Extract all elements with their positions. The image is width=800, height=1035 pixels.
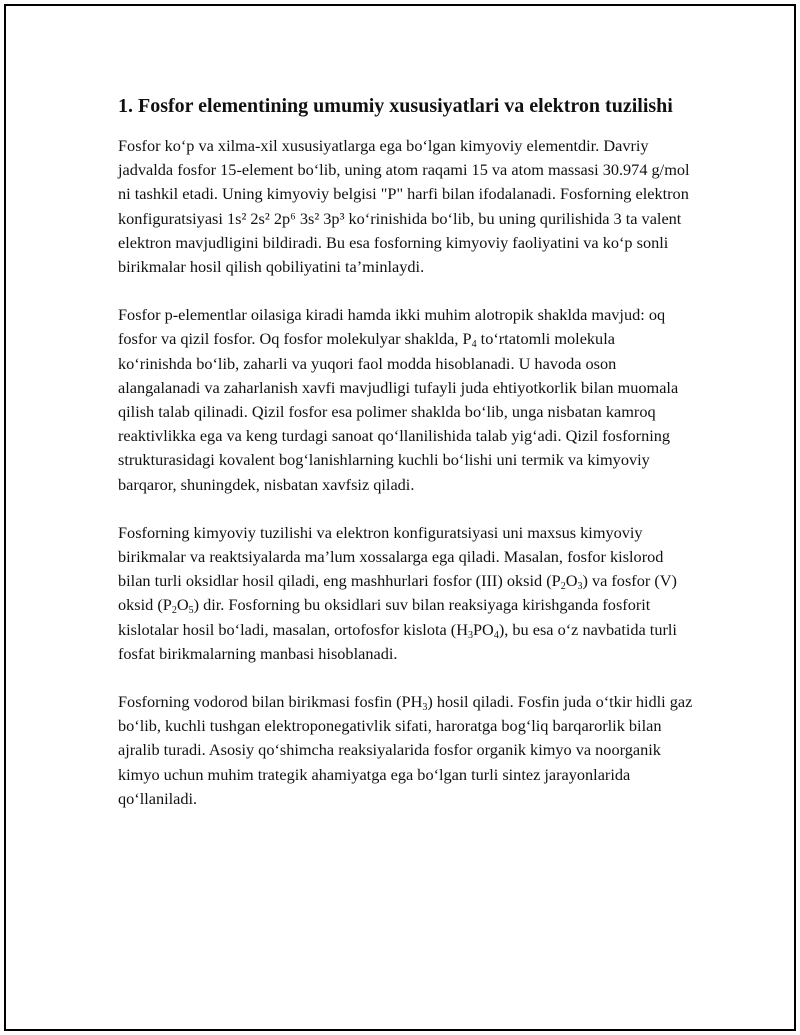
paragraph-4 [118,690,693,811]
document-body [118,92,693,835]
subscript: 4 [493,629,499,641]
paragraph-3 [118,521,693,666]
text-run: ) va fosfor (V) oksid (P [118,571,677,615]
text-run: PO [472,619,494,639]
text-run: ) dir. Fosforning bu oksidlari suv bilan reaksiyaga kirishganda fosforit kislotalar hosil boʻladi, masalan, ortofosfor kislota (H [118,595,651,639]
text-run: Fosforning vodorod bilan birikmasi fosfin (PH [118,692,423,712]
subscript: 2 [171,605,177,617]
text-run: toʻrtatomli molekula koʻrinishda boʻlib, zaharli va yuqori faol modda hisoblanadi. U havoda oson alangalanadi va zaharlanish xavfi mavjudligi tufayli juda ehtiyotkorlik bilan muomala qilish talab qilinadi. Qizil fosfor esa polimer shaklda boʻlib, unga nisbatan kamroq reaktivlikka ega va keng turdagi sanoat qoʻllanilishida talab yigʻadi. Qizil fosforning strukturasidagi kovalent bogʻlanishlarning kuchli boʻlishi uni termik va kimyoviy barqaror, shuningdek, nisbatan xavfsiz qiladi. [118,329,679,494]
paragraph-2 [118,303,693,497]
subscript: 2 [560,581,566,593]
text-run: O [565,571,578,591]
text-run: ), bu esa oʻz navbatida turli fosfat birikmalarning manbasi hisoblanadi. [118,619,677,663]
text-run: O [176,595,189,615]
text-run: ) hosil qiladi. Fosfin juda oʻtkir hidli gaz boʻlib, kuchli tushgan elektroponegativlik sifati, haroratga bogʻliq barqarorlik bilan ajralib turadi. Asosiy qoʻshimcha reaksiyalarida fosfor organik kimyo va noorganik kimyo uchun muhim trategik ahamiyatga ega boʻlgan turli sintez jarayonlarida qoʻllaniladi. [118,692,693,808]
section-heading: 1. Fosfor elementining umumiy xususiyatlari va elektron tuzilishi [118,95,673,117]
text-run: Fosforning kimyoviy tuzilishi va elektron konfiguratsiyasi uni maxsus kimyoviy birikmalar va reaktsiyalarda maʼlum xossalarga ega qiladi. Masalan, fosfor kislorod bilan turli oksidlar hosil qiladi, eng mashhurlari fosfor (III) oksid (P [118,522,664,591]
subscript: 5 [188,605,194,617]
paragraph-1: Fosfor koʻp va xilma-xil xususiyatlarga ega boʻlgan kimyoviy elementdir. Davriy jadvalda fosfor 15-element boʻlib, uning atom raqami 15 va atom massasi 30.974 g/mol ni tashkil etadi. Uning kimyoviy belgisi "P" harfi bilan ifodalanadi. Fosforning elektron konfiguratsiyasi 1s² 2s² 2p⁶ 3s² 3p³ koʻrinishida boʻlib, bu uning qurilishida 3 ta valent elektron mavjudligini bildiradi. Bu esa fosforning kimyoviy faoliyatini va koʻp sonli birikmalar hosil qilish qobiliyatini taʼminlaydi. [118,136,690,277]
subscript: 3 [577,581,583,593]
subscript: 4 [471,339,477,351]
subscript: 3 [422,702,428,714]
text-run: Fosfor p-elementlar oilasiga kiradi hamda ikki muhim alotropik shaklda mavjud: oq fosfor va qizil fosfor. Oq fosfor molekulyar shaklda, P [118,305,666,349]
subscript: 3 [467,629,473,641]
